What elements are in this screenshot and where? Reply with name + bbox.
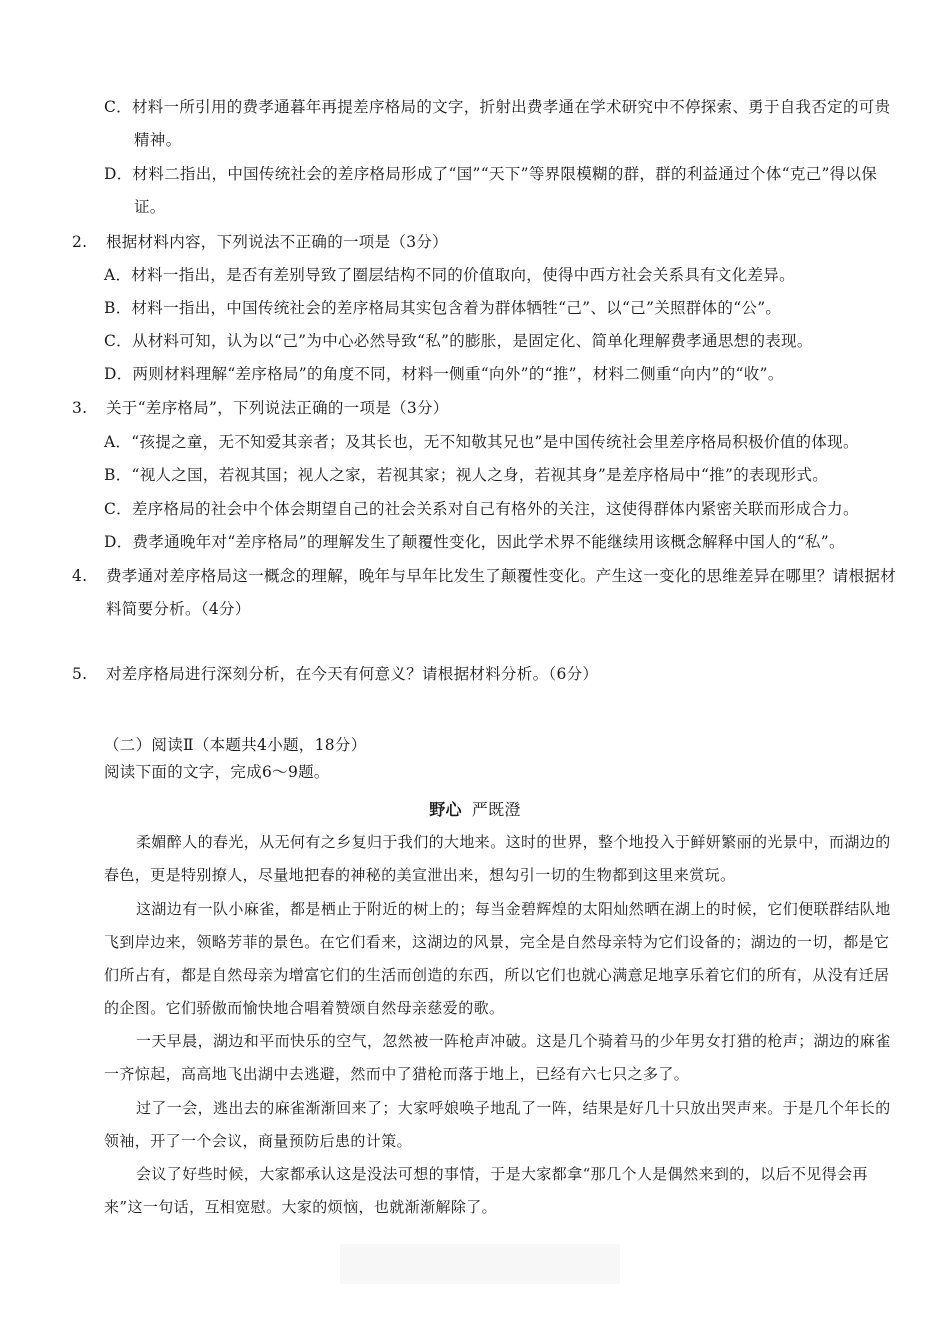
question-2-number: 2. xyxy=(72,233,88,251)
q2-option-a-text: A．材料一指出，是否有差别导致了圈层结构不同的价值取向，使得中西方社会关系具有文化差异。 xyxy=(104,266,795,284)
q3-option-d xyxy=(104,526,898,559)
q3-option-c xyxy=(104,493,898,526)
story-paragraph-4: 过了一会，逃出去的麻雀渐渐回来了；大家呼娘唤子地乱了一阵，结果是好几十只放出哭声来。于是几个年长的领袖，开了一个会议，商量预防后患的计策。 xyxy=(104,1099,891,1150)
question-5 xyxy=(72,658,902,691)
story-paragraph-2: 这湖边有一队小麻雀，都是栖止于附近的树上的；每当金碧辉煌的太阳灿然晒在湖上的时候，它们便联群结队地飞到岸边来，领略芳菲的景色。在它们看来，这湖边的风景，完全是自然母亲特为它们设备的；湖边的一切，都是它们所占有，都是自然母亲为增富它们的生活而创造的东西，所以它们也就心满意足地享乐着它们的所有，从没有迁居的企图。它们骄傲而愉快地合唱着赞颂自然母亲慈爱的歌。 xyxy=(104,900,891,1017)
q1-option-d-text: D．材料二指出，中国传统社会的差序格局形成了“国”“天下”等界限模糊的群，群的利益通过个体“克己”得以保证。 xyxy=(104,165,878,216)
q2-option-d-text: D．两则材料理解“差序格局”的角度不同，材料一侧重“向外”的“推”，材料二侧重“向内”的“收”。 xyxy=(104,365,784,383)
question-5-number: 5. xyxy=(72,665,88,683)
q3-option-b-text: B．“视人之国，若视其国；视人之家，若视其家；视人之身，若视其身”是差序格局中“推”的表现形式。 xyxy=(104,466,828,484)
question-2-stem: 根据材料内容，下列说法不正确的一项是（3分） xyxy=(106,233,448,251)
question-2 xyxy=(72,226,902,259)
section-2-instruction: 阅读下面的文字，完成6～9题。 xyxy=(104,763,330,781)
q3-option-a xyxy=(104,426,898,459)
section-2-heading: （二）阅读Ⅱ（本题共4小题，18分） xyxy=(104,736,367,754)
question-4 xyxy=(72,560,902,626)
q3-option-c-text: C．差序格局的社会中个体会期望自己的社会关系对自己有格外的关注，这使得群体内紧密关联而形成合力。 xyxy=(104,500,859,518)
q1-option-c-text: C．材料一所引用的费孝通暮年再提差序格局的文字，折射出费孝通在学术研究中不停探索、勇于自我否定的可贵精神。 xyxy=(104,98,891,149)
story-title-line xyxy=(0,793,950,826)
q1-option-c xyxy=(104,91,898,157)
question-4-number: 4. xyxy=(72,567,88,585)
story-paragraph-5: 会议了好些时候，大家都承认这是没法可想的事情，于是大家都拿“那几个人是偶然来到的，以后不见得会再来”这一句话，互相宽慰。大家的烦恼，也就渐渐解除了。 xyxy=(104,1165,868,1216)
question-5-stem: 对差序格局进行深刻分析，在今天有何意义？请根据材料分析。（6分） xyxy=(106,665,599,683)
q2-option-c-text: C．从材料可知，认为以“己”为中心必然导致“私”的膨胀，是固定化、简单化理解费孝通思想的表现。 xyxy=(104,332,813,350)
q2-option-a xyxy=(104,259,898,292)
q2-option-b-text: B．材料一指出，中国传统社会的差序格局其实包含着为群体牺牲“己”、以“己”关照群体的“公”。 xyxy=(104,299,782,317)
q1-option-d xyxy=(104,158,898,224)
question-4-stem: 费孝通对差序格局这一概念的理解，晚年与早年比发生了颠覆性变化。产生这一变化的思维差异在哪里？请根据材料简要分析。（4分） xyxy=(106,567,897,618)
q2-option-d xyxy=(104,358,898,391)
q3-option-d-text: D．费孝通晚年对“差序格局”的理解发生了颠覆性变化，因此学术界不能继续用该概念解释中国人的“私”。 xyxy=(104,533,845,551)
story-author: 严既澄 xyxy=(471,800,521,819)
q3-option-b xyxy=(104,459,898,492)
question-3-number: 3. xyxy=(72,399,88,417)
q3-option-a-text: A．“孩提之童，无不知爱其亲者；及其长也，无不知敬其兄也”是中国传统社会里差序格局积极价值的体现。 xyxy=(104,433,859,451)
q2-option-b xyxy=(104,292,898,325)
story-paragraph-1: 柔媚醉人的春光，从无何有之乡复归于我们的大地来。这时的世界，整个地投入于鲜妍繁丽的光景中，而湖边的春色，更是特别撩人，尽量地把春的神秘的美宣泄出来，想勾引一切的生物都到这里来赏玩。 xyxy=(104,833,891,884)
story-title: 野心 xyxy=(429,800,462,819)
question-3-stem: 关于“差序格局”，下列说法正确的一项是（3分） xyxy=(106,399,449,417)
page-footer-shade xyxy=(340,1244,620,1284)
question-3 xyxy=(72,392,902,425)
story-paragraph-3: 一天早晨，湖边和平而快乐的空气，忽然被一阵枪声冲破。这是几个骑着马的少年男女打猎的枪声；湖边的麻雀一齐惊起，高高地飞出湖中去逃避，然而中了猎枪而落于地上，已经有六七只之多了。 xyxy=(104,1032,891,1083)
q2-option-c xyxy=(104,325,898,358)
